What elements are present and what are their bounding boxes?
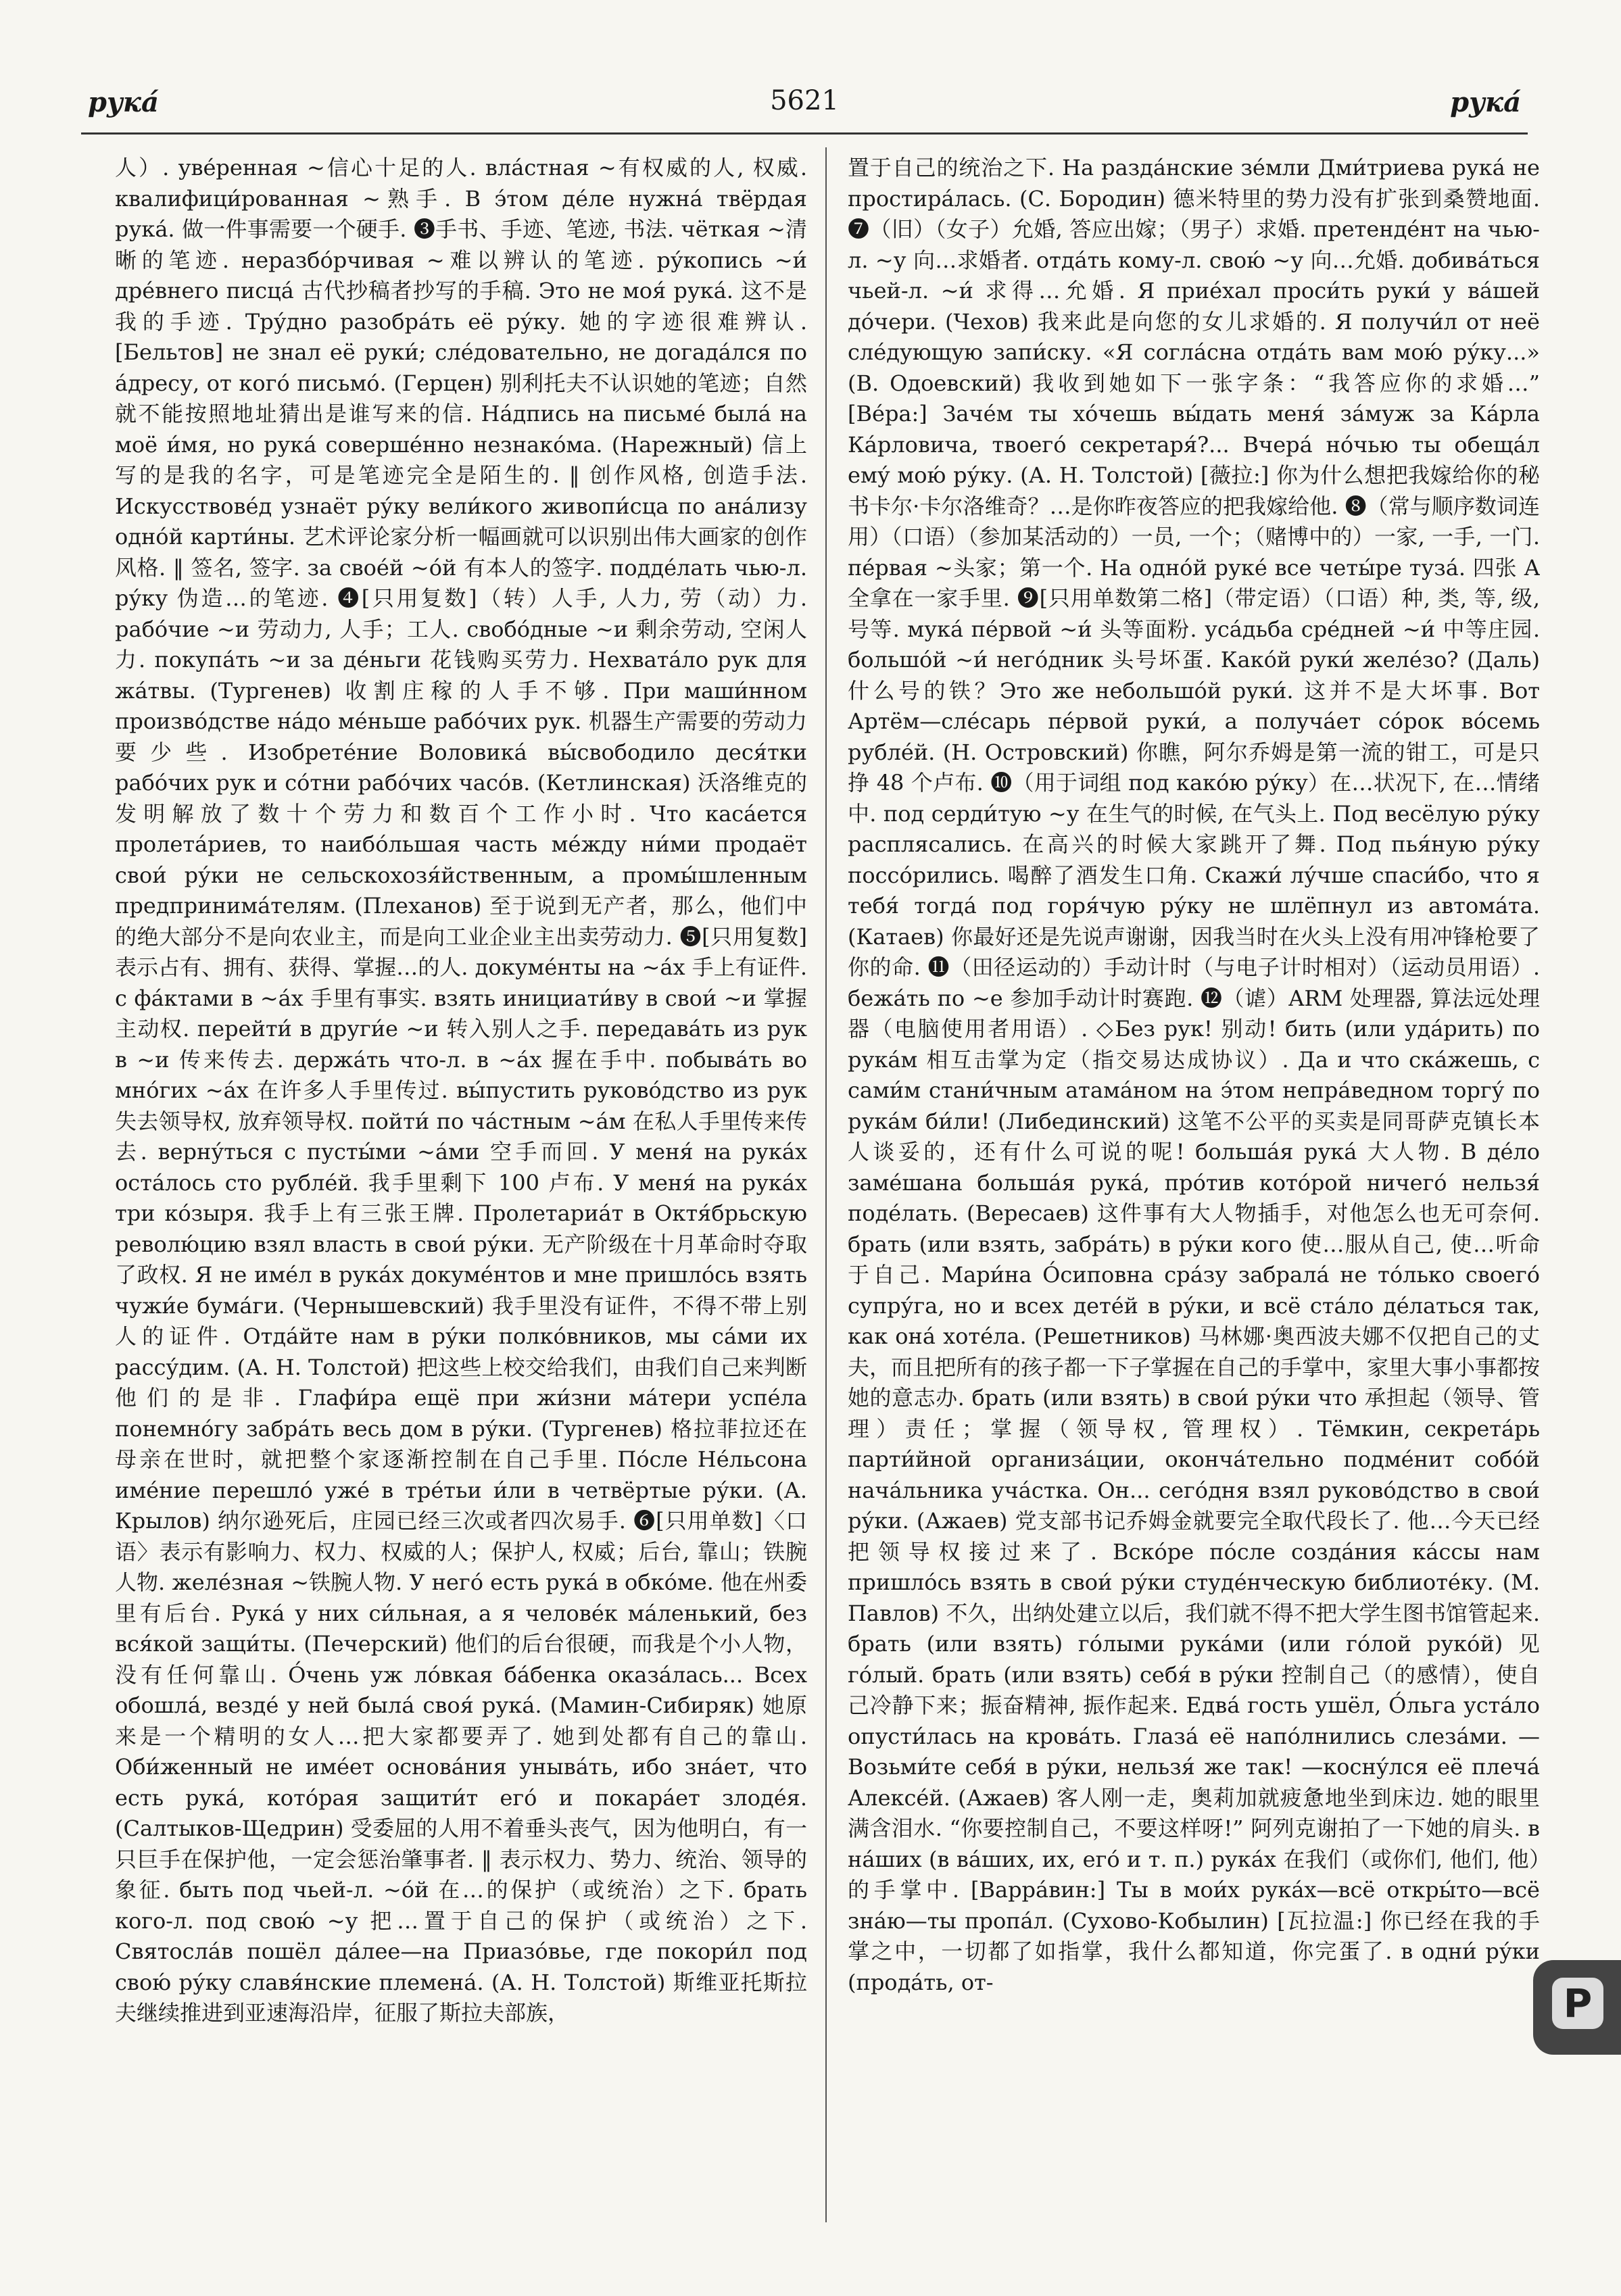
thumb-index-tab (1533, 1960, 1621, 2055)
header-rule (81, 132, 1528, 135)
right-column (848, 153, 1540, 2221)
left-column (115, 153, 807, 2221)
running-headword-right: рука́ (1450, 87, 1521, 118)
page-number: 5621 (770, 85, 839, 116)
running-headword-left: рука́ (88, 87, 159, 118)
page-header (81, 81, 1528, 128)
right-column-text: 置于自己的统治之下. На разда́нские зе́мли Дми́триева рука́ не простира́лась. (С. Бородин) 德米特里的势力没有扩张到桑赞地面. ❼（旧）（女子）允婚, 答应出嫁；（男子）求婚. претенде́нт на чью-л. ~у 向…求婚者. отда́ть кому-л. свою́ ~у 向…允婚. добива́ться чьей-л. ~и́ 求得…允婚. Я прие́хал проси́ть руки́ у ва́шей до́чери. (Чехов) 我来此是向您的女儿求婚的. Я получи́л от неё сле́дующую запи́ску. «Я согла́сна отда́ть вам мою́ ру́ку...» (В. Одоевский) 我收到她如下一张字条：“我答应你的求婚…” [Ве́ра:] Заче́м ты хо́чешь вы́дать меня́ за́муж за Ка́рла Ка́рловича, твоего́ секретаря́?... Вчера́ но́чью ты обеща́л ему́ мою́ ру́ку. (А. Н. Толстой) [薇拉:] 你为什么想把我嫁给你的秘书卡尔·卡尔洛维奇？…是你昨夜答应的把我嫁给他. ❽（常与顺序数词连用）（口语）（参加某活动的）一员, 一个；（赌博中的）一家, 一手, 一门. пе́рвая ~头家；第一个. На одно́й руке́ все четы́ре туза́. 四张 A 全拿在一家手里. ❾[只用单数第二格]（带定语）（口语）种, 类, 等, 级, 号等. мука́ пе́рвой ~и́ 头等面粉. уса́дьба сре́дней ~и́ 中等庄园. большо́й ~и́ него́дник 头号坏蛋. Како́й руки́ желе́зо? (Даль) 什么号的铁？Это же небольшо́й руки́. 这并不是大坏事. Вот Артём—сле́сарь пе́рвой руки́, а получа́ет со́рок во́семь рубле́й. (Н. Островский) 你瞧，阿尔乔姆是第一流的钳工，可是只挣 48 个卢布. ❿（用于词组 под како́ю ру́ку）在…状况下, 在…情绪中. под серди́тую ~у 在生气的时候, 在气头上. Под весёлую ру́ку расплясались. 在高兴的时候大家跳开了舞. Под пья́ную ру́ку поссо́рились. 喝醉了酒发生口角. Скажи́ лу́чше спаси́бо, что я тебя́ тогда́ под горя́чую ру́ку не шлёпнул из автома́та. (Катаев) 你最好还是先说声谢谢，因我当时在火头上没有用冲锋枪要了你的命. ⓫（田径运动的）手动计时（与电子计时相对）（运动员用语）. бежа́ть по ~е 参加手动计时赛跑. ⓬（谑）ARM 处理器, 算法远处理器（电脑使用者用语）. ◇Без рук! 别动! бить (или уда́рить) по рука́м 相互击掌为定（指交易达成协议）. Да и что ска́жешь, с сами́м стани́чным атама́ном на э́том непра́ведном торгу́ по рука́м би́ли! (Либединский) 这笔不公平的买卖是同哥萨克镇长本人谈妥的，还有什么可说的呢! больша́я рука́ 大人物. В де́ло заме́шана больша́я рука́, про́тив кото́рой ничего́ нельзя́ поде́лать. (Вересаев) 这件事有大人物插手，对他怎么也无可奈何. брать (или взять, забра́ть) в ру́ки кого 使…服从自己, 使…听命于自己. Мари́на О́сиповна сра́зу забрала́ не то́лько своего́ супру́га, но и всех дете́й в ру́ки, и всё ста́ло де́латься так, как она́ хоте́ла. (Решетников) 马林娜·奥西波夫娜不仅把自己的丈夫，而且把所有的孩子都一下子掌握在自己的手掌中，家里大事小事都按她的意志办. брать (или взять) в свои́ ру́ки что 承担起（领导、管理）责任；掌握（领导权, 管理权）. Тёмкин, секрета́рь парти́йной организа́ции, оконча́тельно подме́нит собо́й нача́льника уча́стка. Он... сего́дня взял руково́дство в свои́ ру́ки. (Ажаев) 党支部书记乔姆金就要完全取代段长了. 他…今天已经把领导权接过来了. Вско́ре по́сле созда́ния ка́ссы нам пришло́сь взять в свои́ ру́ки студе́нческую библиоте́ку. (М. Павлов) 不久，出纳处建立以后，我们就不得不把大学生图书馆管起来. брать (или взять) го́лыми рука́ми (или го́лой руко́й) 见 го́лый. брать (или взять) себя́ в ру́ки 控制自己（的感情），使自己冷静下来；振奋精神, 振作起来. Едва́ гость ушёл, О́льга уста́ло опусти́лась на крова́ть. Глаза́ её напо́лнились слеза́ми. —Возьми́те себя́ в ру́ки, нельзя́ же так! —косну́лся её плеча́ Алексе́й. (Ажаев) 客人刚一走，奥莉加就疲惫地坐到床边. 她的眼里满含泪水. “你要控制自己，不要这样呀!” 阿列克谢拍了一下她的肩头. в на́ших (в ва́ших, их, его́ и т. п.) рука́х 在我们（或你们, 他们, 他）的手掌中. [Варра́вин:] Ты в мои́х рука́х—всё откры́то—всё зна́ю—ты пропа́л. (Сухово-Кобылин) [瓦拉温:] 你已经在我的手掌之中，一切都了如指掌，我什么都知道，你完蛋了. в одни́ ру́ки (прода́ть, от- (848, 155, 1540, 1995)
column-divider (825, 147, 827, 2222)
thumb-index-letter: Р (1552, 1978, 1603, 2029)
left-column-text: 人）. уве́ренная ~信心十足的人. вла́стная ~有权威的人, 权威. квалифици́рованная ~熟手. В э́том де́ле нужна́ твёрдая рука́. 做一件事需要一个硬手. ❸手书、手迹、笔迹, 书法. чёткая ~清晰的笔迹. неразбо́рчивая ~难以辨认的笔迹. ру́копись ~и́ дре́внего писца́ 古代抄稿者抄写的手稿. Это не моя́ рука́. 这不是我的手迹. Тру́дно разобра́ть её ру́ку. 她的字迹很难辨认. [Бельтов] не знал её руки́; сле́довательно, не догада́лся по а́дресу, от кого́ письмо́. (Герцен) 别利托夫不认识她的笔迹；自然就不能按照地址猜出是谁写来的信. На́дпись на письме́ была́ на моё и́мя, но рука́ соверше́нно незнако́ма. (Нарежный) 信上写的是我的名字，可是笔迹完全是陌生的. ‖ 创作风格, 创造手法. Искусствове́д узнаёт ру́ку вели́кого живопи́сца по ана́лизу одно́й карти́ны. 艺术评论家分析一幅画就可以识别出伟大画家的创作风格. ‖ 签名, 签字. за свое́й ~о́й 有本人的签字. подде́лать чью-л. ру́ку 伪造…的笔迹. ❹[只用复数]（转）人手, 人力, 劳（动）力. рабо́чие ~и 劳动力, 人手；工人. свобо́дные ~и 剩余劳动, 空闲人力. покупа́ть ~и за де́ньги 花钱购买劳力. Нехвата́ло рук для жа́твы. (Тургенев) 收割庄稼的人手不够. При маши́нном произво́дстве на́до ме́ньше рабо́чих рук. 机器生产需要的劳动力要少些. Изобрете́ние Воловика́ вы́свободило деся́тки рабо́чих рук и со́тни рабо́чих часо́в. (Кетлинская) 沃洛维克的发明解放了数十个劳力和数百个工作小时. Что каса́ется пролета́риев, то наибо́льшая часть ме́жду ни́ми продаёт свои́ ру́ки не сельскохозя́йственным, а промы́шленным предпринима́телям. (Плеханов) 至于说到无产者，那么，他们中的绝大部分不是向农业主，而是向工业企业主出卖劳动力. ❺[只用复数] 表示占有、拥有、获得、掌握…的人. докуме́нты на ~а́х 手上有证件. с фа́ктами в ~а́х 手里有事实. взять инициати́ву в свои́ ~и 掌握主动权. перейти́ в други́е ~и 转入别人之手. передава́ть из рук в ~и 传来传去. держа́ть что-л. в ~а́х 握在手中. побыва́ть во мно́гих ~а́х 在许多人手里传过. вы́пустить руково́дство из рук 失去领导权, 放弃领导权. пойти́ по ча́стным ~а́м 在私人手里传来传去. верну́ться с пусты́ми ~а́ми 空手而回. У меня́ на рука́х оста́лось сто рубле́й. 我手里剩下 100 卢布. У меня́ на рука́х три ко́зыря. 我手上有三张王牌. Пролетариа́т в Октя́брьскую револю́цию взял власть в свои́ ру́ки. 无产阶级在十月革命时夺取了政权. Я не име́л в рука́х докуме́нтов и мне пришло́сь взять чужи́е бума́ги. (Чернышевский) 我手里没有证件，不得不带上别人的证件. Отда́йте нам в ру́ки полко́вников, мы са́ми их рассу́дим. (А. Н. Толстой) 把这些上校交给我们，由我们自己来判断他们的是非. Глафи́ра ещё при жи́зни ма́тери успе́ла понемно́гу забра́ть весь дом в ру́ки. (Тургенев) 格拉菲拉还在母亲在世时，就把整个家逐渐控制在自己手里. По́сле Не́льсона име́ние перешло́ уже́ в тре́тьи и́ли в четвёртые ру́ки. (А. Крылов) 纳尔逊死后，庄园已经三次或者四次易手. ❻[只用单数]〈口语〉表示有影响力、权力、权威的人；保护人, 权威；后台, 靠山；铁腕人物. желе́зная ~铁腕人物. У него́ есть рука́ в обко́ме. 他在州委里有后台. Рука́ у них си́льная, а я челове́к ма́ленький, без вся́кой защи́ты. (Печерский) 他们的后台很硬，而我是个小人物，没有任何靠山. О́чень уж ло́вкая ба́бенка оказа́лась... Всех обошла́, везде́ у ней была́ своя́ рука́. (Мамин-Сибиряк) 她原来是一个精明的女人…把大家都要弄了. 她到处都有自己的靠山. Оби́женный не име́ет основа́ния уныва́ть, ибо зна́ет, что есть рука́, кото́рая защити́т его́ и покара́ет злоде́я. (Салтыков-Щедрин) 受委屈的人用不着垂头丧气，因为他明白，有一只巨手在保护他，一定会惩治肇事者. ‖ 表示权力、势力、统治、领导的象征. быть под чьей-л. ~о́й 在…的保护（或统治）之下. брать кого-л. под свою́ ~у 把…置于自己的保护（或统治）之下. Святосла́в пошёл да́лее—на Приазо́вье, где покори́л под свою́ ру́ку славя́нские племена́. (А. Н. Толстой) 斯维亚托斯拉夫继续推进到亚速海沿岸，征服了斯拉夫部族， (115, 155, 807, 2026)
